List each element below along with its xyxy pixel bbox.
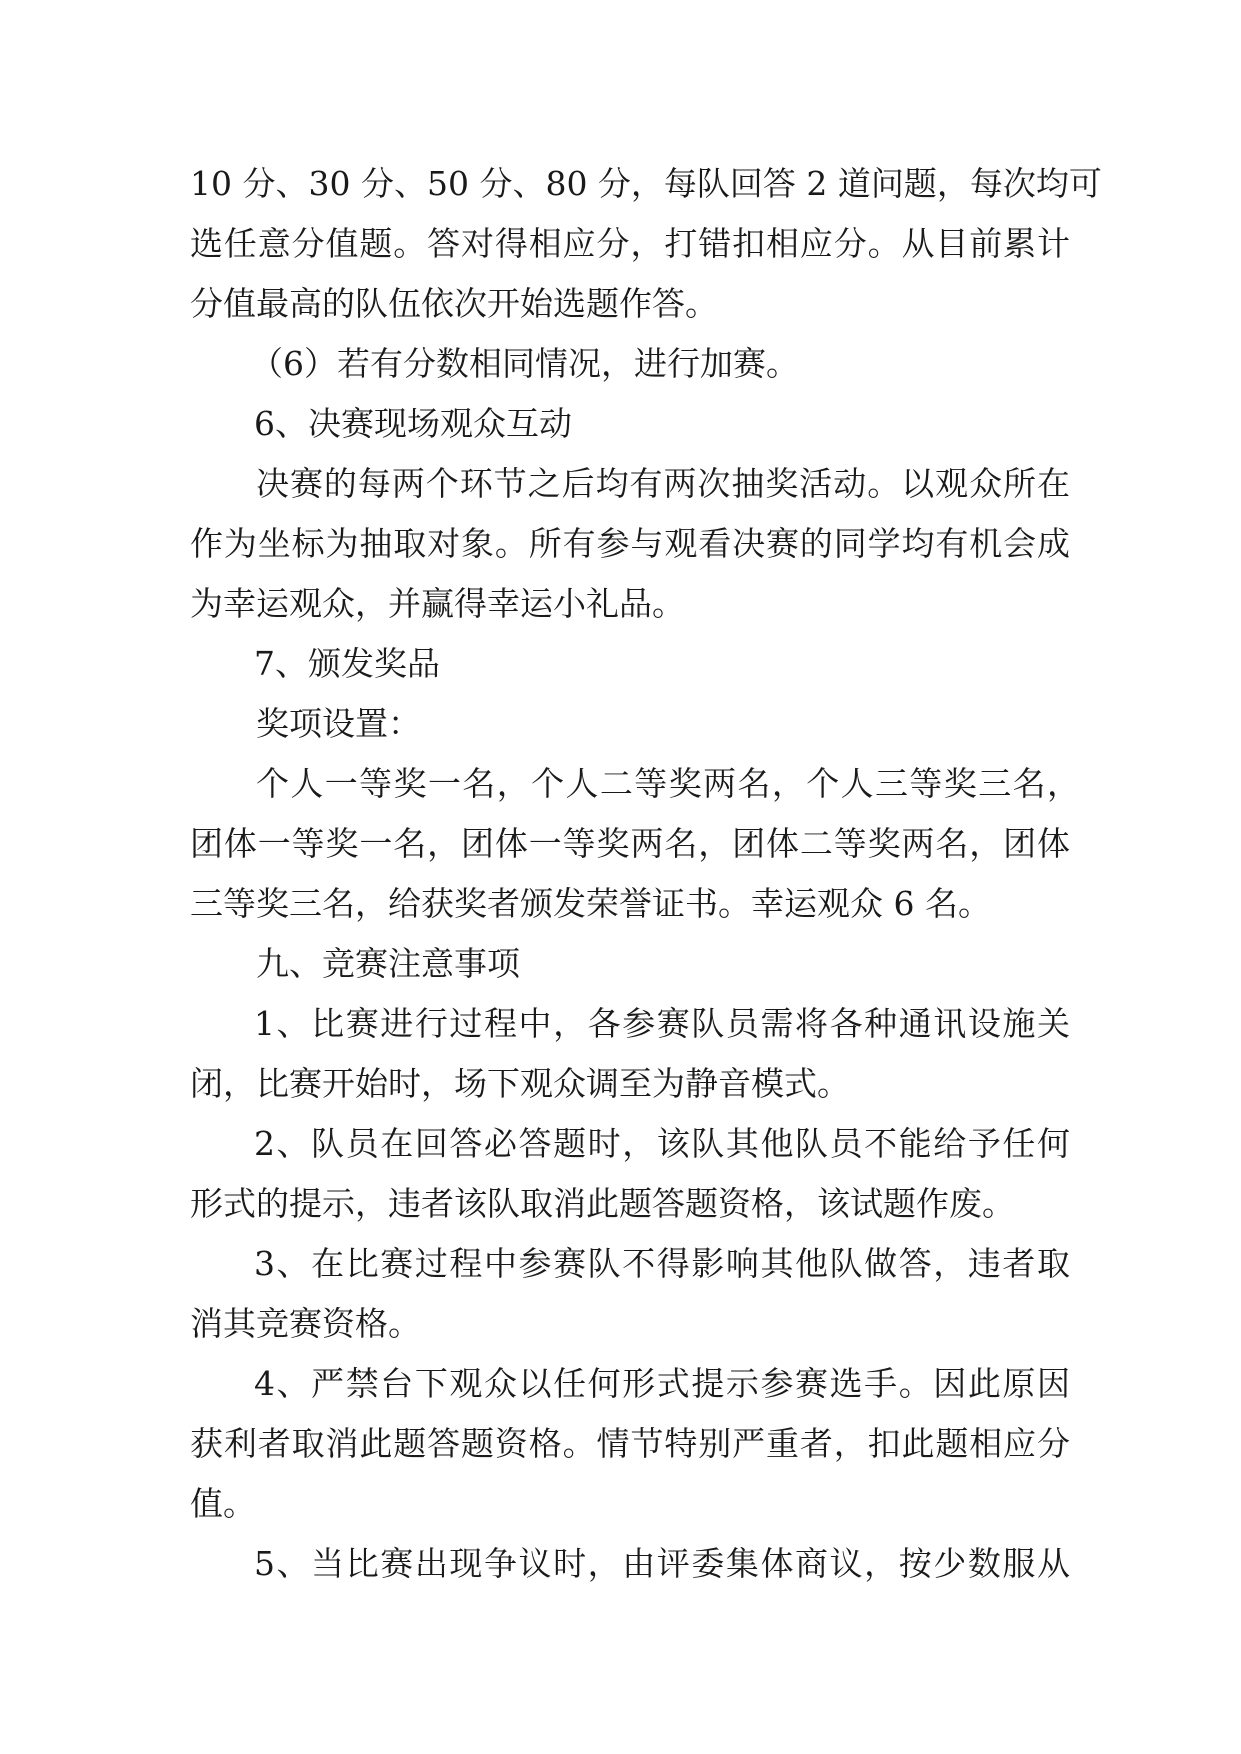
text-line: 2、队员在回答必答题时，该队其他队员不能给予任何 xyxy=(254,1124,1070,1163)
section-heading: 6、决赛现场观众互动 xyxy=(254,404,572,443)
text-line: 团体一等奖一名，团体一等奖两名，团体二等奖两名，团体 xyxy=(190,824,1070,863)
text-line: 分值最高的队伍依次开始选题作答。 xyxy=(190,284,718,323)
text-line: 个人一等奖一名，个人二等奖两名，个人三等奖三名， xyxy=(256,764,1080,803)
text-line: 获利者取消此题答题资格。情节特别严重者，扣此题相应分 xyxy=(190,1424,1070,1463)
text-line: 三等奖三名，给获奖者颁发荣誉证书。幸运观众 6 名。 xyxy=(190,884,991,923)
text-line: 闭，比赛开始时，场下观众调至为静音模式。 xyxy=(190,1064,850,1103)
text-line: 3、在比赛过程中参赛队不得影响其他队做答，违者取 xyxy=(254,1244,1070,1283)
text-line: 奖项设置： xyxy=(256,704,421,743)
text-line: 5、当比赛出现争议时，由评委集体商议，按少数服从 xyxy=(254,1544,1070,1583)
text-line: 10 分、30 分、50 分、80 分，每队回答 2 道问题，每次均可 xyxy=(190,164,1102,203)
text-line: 决赛的每两个环节之后均有两次抽奖活动。以观众所在 xyxy=(256,464,1070,503)
section-heading: 九、竞赛注意事项 xyxy=(256,944,520,983)
text-line: 为幸运观众，并赢得幸运小礼品。 xyxy=(190,584,685,623)
section-heading: 7、颁发奖品 xyxy=(254,644,440,683)
text-line: 选任意分值题。答对得相应分，打错扣相应分。从目前累计 xyxy=(190,224,1070,263)
text-line: 1、比赛进行过程中，各参赛队员需将各种通讯设施关 xyxy=(254,1004,1070,1043)
text-line: 4、严禁台下观众以任何形式提示参赛选手。因此原因 xyxy=(254,1364,1070,1403)
text-line: 值。 xyxy=(190,1484,256,1523)
text-line: （6）若有分数相同情况，进行加赛。 xyxy=(250,344,799,383)
text-line: 作为坐标为抽取对象。所有参与观看决赛的同学均有机会成 xyxy=(190,524,1070,563)
text-line: 形式的提示，违者该队取消此题答题资格，该试题作废。 xyxy=(190,1184,1015,1223)
text-line: 消其竞赛资格。 xyxy=(190,1304,421,1343)
